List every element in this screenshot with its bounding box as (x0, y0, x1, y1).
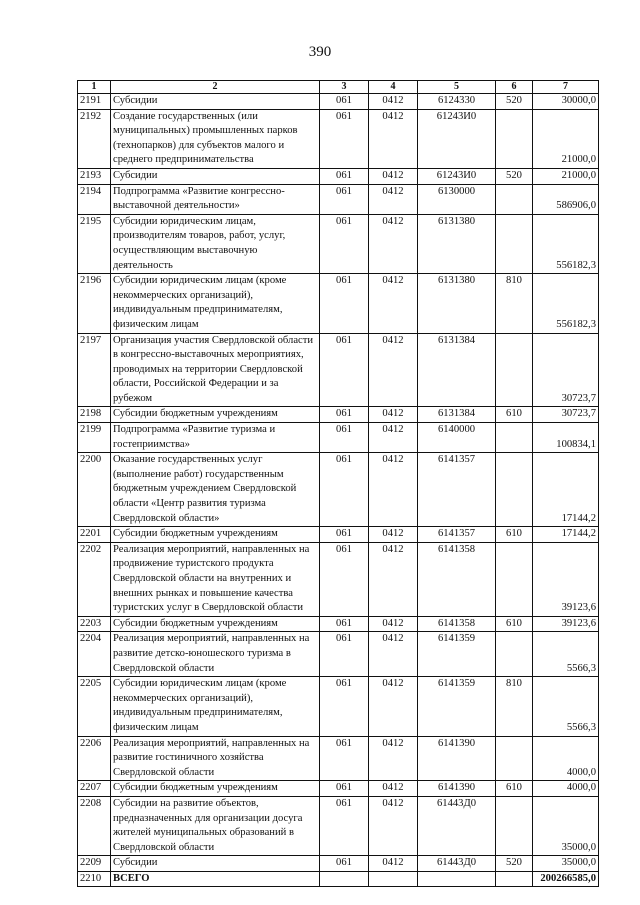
target-article-code: 6131380 (418, 214, 496, 273)
amount: 5566,3 (533, 677, 599, 736)
target-article-code: 6141358 (418, 616, 496, 632)
table-body (78, 94, 599, 887)
row-number: 2202 (78, 542, 111, 616)
item-name: Оказание государственных услуг (выполнение работ) государственным бюджетным учреждением Свердловской области «Центр развития туризма Свердловской области» (111, 453, 320, 527)
table-row (78, 214, 599, 273)
section-code: 0412 (369, 527, 418, 543)
table-row (78, 856, 599, 872)
item-name: ВСЕГО (111, 871, 320, 887)
ministry-code: 061 (320, 453, 369, 527)
table-row (78, 736, 599, 781)
item-name: Субсидии бюджетным учреждениям (111, 781, 320, 797)
amount: 4000,0 (533, 781, 599, 797)
amount: 100834,1 (533, 423, 599, 453)
target-article-code: 61443Д0 (418, 796, 496, 855)
table-row (78, 677, 599, 736)
row-number: 2193 (78, 168, 111, 184)
target-article-code: 6141359 (418, 632, 496, 677)
table-row (78, 333, 599, 407)
page-number: 390 (308, 44, 332, 60)
table-row (78, 871, 599, 887)
target-article-code: 6141357 (418, 527, 496, 543)
target-article-code: 61243И0 (418, 168, 496, 184)
item-name: Субсидии бюджетным учреждениям (111, 616, 320, 632)
ministry-code (320, 871, 369, 887)
row-number: 2194 (78, 184, 111, 214)
expense-type-code (496, 423, 533, 453)
ministry-code: 061 (320, 333, 369, 407)
row-number: 2201 (78, 527, 111, 543)
expense-type-code (496, 632, 533, 677)
ministry-code: 061 (320, 407, 369, 423)
row-number: 2210 (78, 871, 111, 887)
column-header: 7 (533, 81, 599, 94)
amount: 200266585,0 (533, 871, 599, 887)
ministry-code: 061 (320, 168, 369, 184)
table-row (78, 542, 599, 616)
amount: 35000,0 (533, 796, 599, 855)
item-name: Субсидии юридическим лицам (кроме некоммерческих организаций), индивидуальным предпринимателям, физическим лицам (111, 677, 320, 736)
amount: 4000,0 (533, 736, 599, 781)
row-number: 2208 (78, 796, 111, 855)
row-number: 2209 (78, 856, 111, 872)
item-name: Подпрограмма «Развитие конгрессно-выставочной деятельности» (111, 184, 320, 214)
target-article-code: 6141357 (418, 453, 496, 527)
amount: 17144,2 (533, 453, 599, 527)
expense-type-code (496, 109, 533, 168)
amount: 586906,0 (533, 184, 599, 214)
amount: 35000,0 (533, 856, 599, 872)
row-number: 2195 (78, 214, 111, 273)
row-number: 2206 (78, 736, 111, 781)
amount: 21000,0 (533, 168, 599, 184)
item-name: Субсидии (111, 168, 320, 184)
row-number: 2205 (78, 677, 111, 736)
expense-type-code (496, 333, 533, 407)
row-number: 2200 (78, 453, 111, 527)
section-code: 0412 (369, 542, 418, 616)
section-code: 0412 (369, 168, 418, 184)
row-number: 2204 (78, 632, 111, 677)
table-row (78, 94, 599, 110)
ministry-code: 061 (320, 274, 369, 333)
section-code: 0412 (369, 796, 418, 855)
column-header: 6 (496, 81, 533, 94)
section-code (369, 871, 418, 887)
target-article-code: 6141359 (418, 677, 496, 736)
amount: 30000,0 (533, 94, 599, 110)
table-row (78, 168, 599, 184)
section-code: 0412 (369, 407, 418, 423)
amount: 39123,6 (533, 542, 599, 616)
expense-type-code (496, 453, 533, 527)
ministry-code: 061 (320, 856, 369, 872)
ministry-code: 061 (320, 616, 369, 632)
section-code: 0412 (369, 109, 418, 168)
section-code: 0412 (369, 736, 418, 781)
ministry-code: 061 (320, 109, 369, 168)
ministry-code: 061 (320, 632, 369, 677)
section-code: 0412 (369, 184, 418, 214)
table-row (78, 184, 599, 214)
item-name: Организация участия Свердловской области в конгрессно-выставочных мероприятиях, проводимых на территории Свердловской области, Российской Федерации и за рубежом (111, 333, 320, 407)
ministry-code: 061 (320, 423, 369, 453)
expense-type-code (496, 736, 533, 781)
column-header: 5 (418, 81, 496, 94)
section-code: 0412 (369, 423, 418, 453)
column-header: 3 (320, 81, 369, 94)
row-number: 2196 (78, 274, 111, 333)
ministry-code: 061 (320, 781, 369, 797)
item-name: Реализация мероприятий, направленных на продвижение туристского продукта Свердловской области на внутренних и внешних рынках и повышение качества туристских услуг в Свердловской области (111, 542, 320, 616)
expense-type-code (496, 796, 533, 855)
target-article-code (418, 871, 496, 887)
section-code: 0412 (369, 632, 418, 677)
expense-type-code (496, 871, 533, 887)
ministry-code: 061 (320, 214, 369, 273)
expense-type-code: 610 (496, 616, 533, 632)
expense-type-code (496, 184, 533, 214)
expense-type-code: 810 (496, 677, 533, 736)
table-row (78, 781, 599, 797)
ministry-code: 061 (320, 796, 369, 855)
row-number: 2203 (78, 616, 111, 632)
row-number: 2191 (78, 94, 111, 110)
column-header: 2 (111, 81, 320, 94)
section-code: 0412 (369, 856, 418, 872)
expense-type-code (496, 214, 533, 273)
section-code: 0412 (369, 453, 418, 527)
section-code: 0412 (369, 677, 418, 736)
amount: 17144,2 (533, 527, 599, 543)
item-name: Реализация мероприятий, направленных на развитие гостиничного хозяйства Свердловской области (111, 736, 320, 781)
row-number: 2207 (78, 781, 111, 797)
table-row (78, 109, 599, 168)
ministry-code: 061 (320, 527, 369, 543)
row-number: 2198 (78, 407, 111, 423)
section-code: 0412 (369, 616, 418, 632)
target-article-code: 6141390 (418, 781, 496, 797)
table-row (78, 274, 599, 333)
expense-type-code: 520 (496, 94, 533, 110)
amount: 556182,3 (533, 214, 599, 273)
table-row (78, 632, 599, 677)
item-name: Подпрограмма «Развитие туризма и гостеприимства» (111, 423, 320, 453)
amount: 39123,6 (533, 616, 599, 632)
expense-type-code: 610 (496, 407, 533, 423)
row-number: 2192 (78, 109, 111, 168)
target-article-code: 61443Д0 (418, 856, 496, 872)
amount: 30723,7 (533, 407, 599, 423)
expense-type-code (496, 542, 533, 616)
budget-table (77, 80, 599, 887)
item-name: Субсидии (111, 94, 320, 110)
item-name: Субсидии бюджетным учреждениям (111, 407, 320, 423)
section-code: 0412 (369, 333, 418, 407)
expense-type-code: 610 (496, 527, 533, 543)
table-row (78, 796, 599, 855)
target-article-code: 6131384 (418, 333, 496, 407)
amount: 21000,0 (533, 109, 599, 168)
item-name: Субсидии на развитие объектов, предназначенных для организации досуга жителей муниципальных образований в Свердловской области (111, 796, 320, 855)
amount: 5566,3 (533, 632, 599, 677)
expense-type-code: 520 (496, 168, 533, 184)
table-row (78, 453, 599, 527)
target-article-code: 61243И0 (418, 109, 496, 168)
target-article-code: 6141390 (418, 736, 496, 781)
item-name: Субсидии (111, 856, 320, 872)
table-header-row (78, 81, 599, 94)
item-name: Реализация мероприятий, направленных на развитие детско-юношеского туризма в Свердловской области (111, 632, 320, 677)
ministry-code: 061 (320, 736, 369, 781)
expense-type-code: 610 (496, 781, 533, 797)
target-article-code: 6130000 (418, 184, 496, 214)
target-article-code: 6131384 (418, 407, 496, 423)
amount: 30723,7 (533, 333, 599, 407)
target-article-code: 6131380 (418, 274, 496, 333)
section-code: 0412 (369, 781, 418, 797)
table-row (78, 527, 599, 543)
table-row (78, 407, 599, 423)
row-number: 2199 (78, 423, 111, 453)
table-row (78, 423, 599, 453)
amount: 556182,3 (533, 274, 599, 333)
item-name: Субсидии юридическим лицам, производителям товаров, работ, услуг, осуществляющим выставочную деятельность (111, 214, 320, 273)
target-article-code: 6140000 (418, 423, 496, 453)
item-name: Создание государственных (или муниципальных) промышленных парков (технопарков) для субъектов малого и среднего предпринимательства (111, 109, 320, 168)
target-article-code: 6141358 (418, 542, 496, 616)
ministry-code: 061 (320, 542, 369, 616)
ministry-code: 061 (320, 677, 369, 736)
item-name: Субсидии бюджетным учреждениям (111, 527, 320, 543)
row-number: 2197 (78, 333, 111, 407)
item-name: Субсидии юридическим лицам (кроме некоммерческих организаций), индивидуальным предпринимателям, физическим лицам (111, 274, 320, 333)
section-code: 0412 (369, 214, 418, 273)
expense-type-code: 810 (496, 274, 533, 333)
target-article-code: 6124330 (418, 94, 496, 110)
expense-type-code: 520 (496, 856, 533, 872)
section-code: 0412 (369, 94, 418, 110)
ministry-code: 061 (320, 184, 369, 214)
ministry-code: 061 (320, 94, 369, 110)
table-row (78, 616, 599, 632)
column-header: 1 (78, 81, 111, 94)
section-code: 0412 (369, 274, 418, 333)
column-header: 4 (369, 81, 418, 94)
